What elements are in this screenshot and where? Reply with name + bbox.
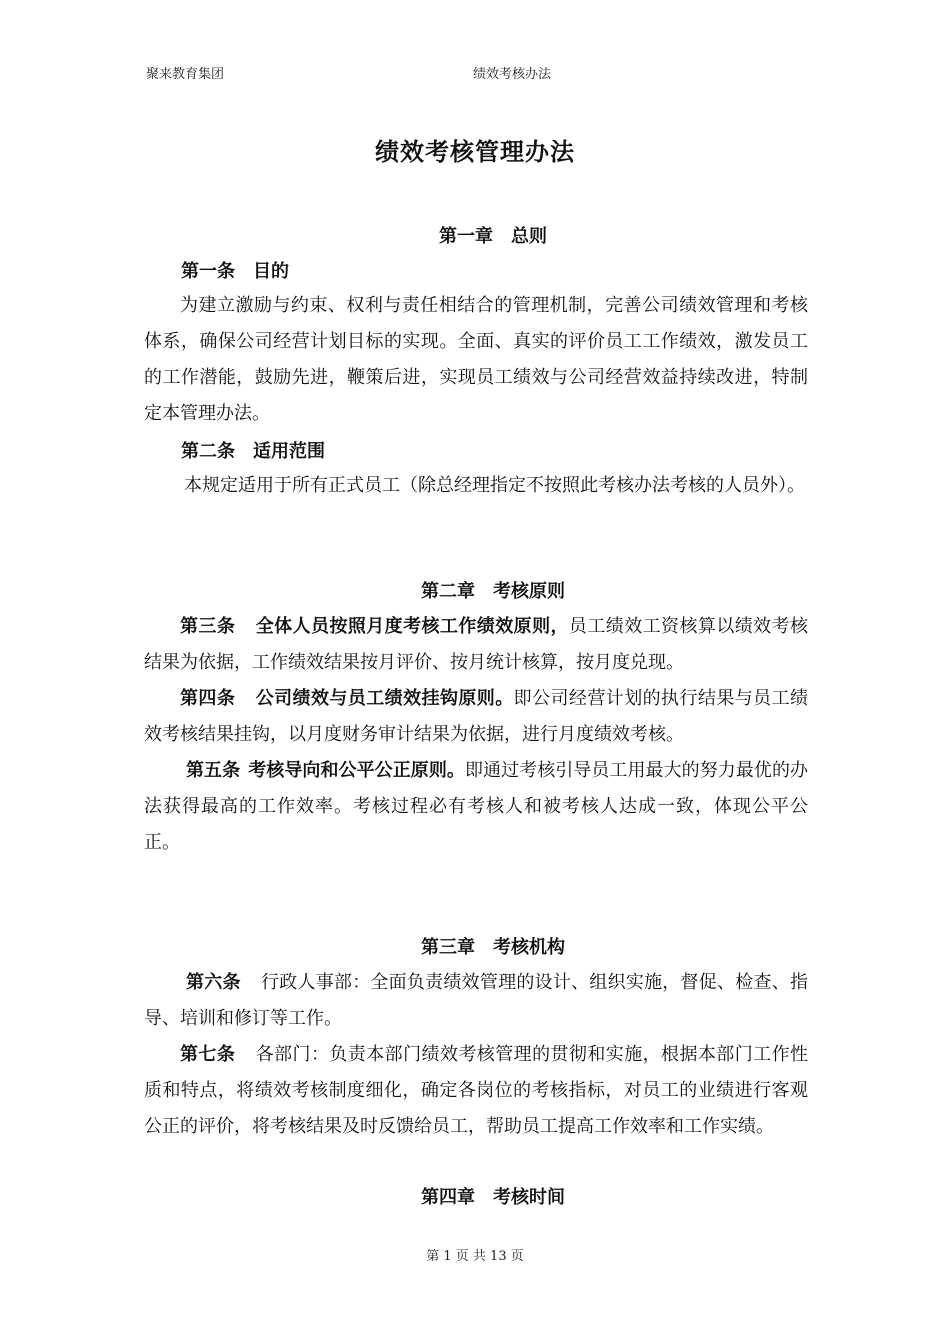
page-footer: 第 1 页 共 13 页 (426, 1249, 524, 1264)
article-3-body: 员工绩效工资核算以绩效考核结果为依据，工作绩效结果按月评价、按月统计核算，按月度兑现。 (144, 616, 809, 673)
article-5-body: 即通过考核引导员工用最大的努力最优的办法获得最高的工作效率。考核过程必有考核人和被考核人达成一致，体现公平公正。 (144, 760, 809, 853)
article-7-paragraph (144, 1037, 808, 1145)
article-3-label: 第三条 (180, 616, 236, 637)
article-4-paragraph (144, 681, 808, 753)
article-5-lead: 考核导向和公平公正原则。 (248, 760, 465, 781)
article-4-body: 即公司经营计划的执行结果与员工绩效考核结果挂钩，以月度财务审计结果为依据，进行月度绩效考核。 (144, 688, 809, 745)
article-1-heading: 第一条 目的 (181, 261, 289, 282)
chapter-1-heading: 第一章 总则 (439, 226, 547, 247)
article-2-heading: 第二条 适用范围 (181, 441, 325, 462)
document-title: 绩效考核管理办法 (375, 138, 575, 166)
article-4-label: 第四条 (180, 688, 236, 709)
chapter-2-heading: 第二章 考核原则 (421, 581, 565, 602)
article-4-lead: 公司绩效与员工绩效挂钩原则。 (255, 688, 514, 709)
chapter-4-heading: 第四章 考核时间 (421, 1187, 565, 1208)
article-1-body: 为建立激励与约束、权利与责任相结合的管理机制，完善公司绩效管理和考核体系，确保公司经营计划目标的实现。全面、真实的评价员工工作绩效，激发员工的工作潜能，鼓励先进，鞭策后进，实现员工绩效与公司经营效益持续改进，特制定本管理办法。 (144, 295, 808, 424)
article-5-paragraph (144, 753, 808, 861)
article-6-label: 第六条 (186, 972, 241, 993)
article-3-paragraph (144, 609, 808, 681)
article-6-body: 行政人事部：全面负责绩效管理的设计、组织实施，督促、检查、指导、培训和修订等工作。 (144, 972, 809, 1029)
article-7-label: 第七条 (180, 1044, 236, 1065)
article-7-body: 各部门：负责本部门绩效考核管理的贯彻和实施，根据本部门工作性质和特点，将绩效考核制度细化，确定各岗位的考核指标，对员工的业绩进行客观公正的评价，将考核结果及时反馈给员工，帮助员工提高工作效率和工作实绩。 (144, 1044, 809, 1137)
article-3-lead: 全体人员按照月度考核工作绩效原则， (255, 616, 569, 637)
header-doc-title: 绩效考核办法 (473, 67, 552, 82)
article-2-body: 本规定适用于所有正式员工（除总经理指定不按照此考核办法考核的人员外）。 (184, 475, 805, 496)
article-5-label: 第五条 (186, 760, 241, 781)
header-company: 聚来教育集团 (146, 67, 225, 82)
chapter-3-heading: 第三章 考核机构 (421, 937, 565, 958)
article-6-paragraph (144, 965, 808, 1037)
